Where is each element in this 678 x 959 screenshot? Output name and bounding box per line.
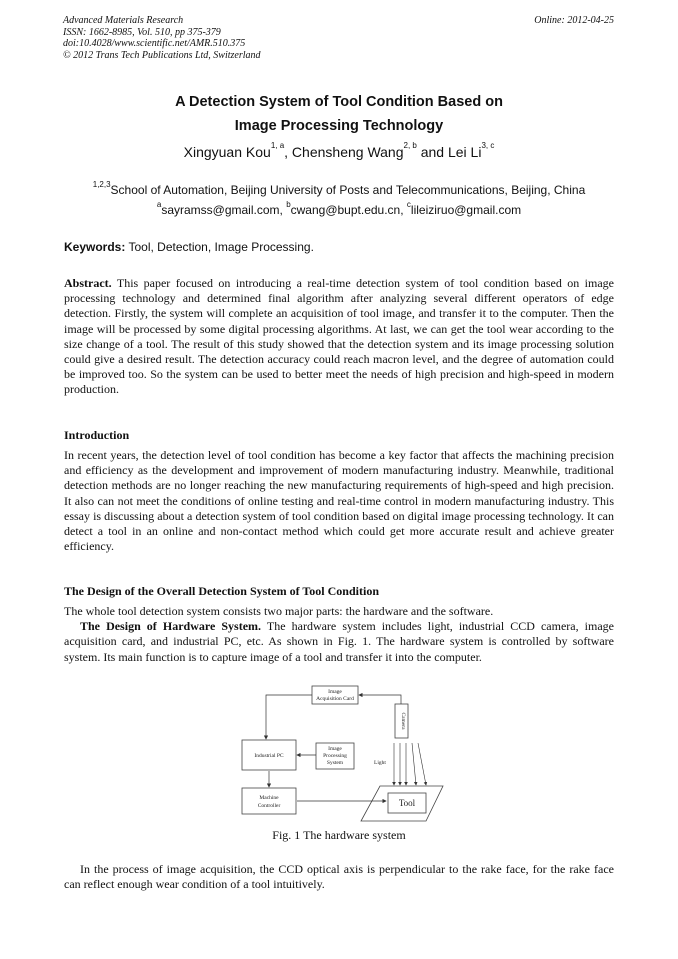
hardware-paragraph	[64, 619, 614, 665]
machine-controller-box	[242, 788, 296, 814]
machine-label-1: Machine	[259, 795, 279, 801]
camera-label: Camera	[400, 712, 406, 730]
light-ray	[418, 743, 426, 785]
abstract	[64, 276, 614, 398]
email-b-sup: b	[286, 200, 291, 209]
affiliation-text: School of Automation, Beijing University of Posts and Telecommunications, Beijing, China	[110, 183, 586, 197]
acq-card-label-2: Acquisition Card	[316, 696, 354, 702]
light-label: Light	[374, 760, 386, 766]
title-line-2: Image Processing Technology	[234, 118, 444, 134]
issn: ISSN: 1662-8985, Vol. 510, pp 375-379	[63, 26, 221, 38]
camera-to-acq-arrow	[359, 695, 401, 704]
email-a: sayramss@gmail.com,	[161, 203, 287, 217]
img-proc-label-2: Processing	[323, 753, 347, 759]
figure-caption: Fig. 1 The hardware system	[272, 828, 406, 842]
keywords-label: Keywords:	[64, 240, 126, 254]
author-1-sup: 1, a	[270, 141, 285, 150]
doi: doi:10.4028/www.scientific.net/AMR.510.375	[63, 38, 246, 49]
affiliation	[0, 180, 678, 197]
title-line-1: A Detection System of Tool Condition Based on	[175, 94, 503, 110]
hardware-text: The hardware system includes light, industrial CCD camera, image acquisition card, and industrial PC, etc. As shown in Fig. 1. The hardware system is controlled by software system. Its main function is to capture image of a tool and transfer it into the computer.	[64, 619, 615, 664]
journal-name: Advanced Materials Research	[63, 15, 184, 26]
copyright: © 2012 Trans Tech Publications Ltd, Switzerland	[63, 49, 261, 61]
keywords	[64, 240, 314, 254]
online-date: Online: 2012-04-25	[534, 15, 614, 26]
acq-to-pc-arrow	[266, 695, 312, 739]
img-proc-label-3: System	[326, 760, 344, 766]
design-heading: The Design of the Overall Detection System of Tool Condition	[64, 584, 379, 598]
hardware-label: The Design of Hardware System.	[80, 619, 262, 634]
author-1: Xingyuan Kou	[183, 144, 271, 160]
acq-card-label-1: Image	[328, 689, 342, 695]
img-proc-label-1: Image	[328, 746, 342, 752]
paper-title	[0, 90, 678, 138]
machine-label-2: Controller	[257, 803, 281, 809]
tool-label: Tool	[398, 798, 416, 808]
author-2: , Chensheng Wang	[284, 144, 404, 160]
email-c: lileiziruo@gmail.com	[410, 203, 522, 217]
authors	[0, 141, 678, 160]
hardware-diagram	[230, 683, 460, 823]
design-text	[64, 604, 614, 665]
author-2-sup: 2, b	[403, 141, 417, 150]
industrial-pc-label: Industrial PC	[254, 753, 284, 759]
email-c-sup: c	[406, 200, 411, 209]
emails	[0, 200, 678, 217]
light-ray	[412, 743, 416, 785]
abstract-label: Abstract.	[64, 276, 112, 290]
intro-text: In recent years, the detection level of tool condition has become a key factor that affects the machining precision and efficiency as the development and improvement of modern manufacturing industry. Meanwhile, traditional detection methods are no longer reaching the new manufacturing requirements of high-speed and high precision. It also can not meet the conditions of online testing and real-time control in modern manufacturing industry. This essay is discussing about a detection system of tool condition based on digital image processing technology. It can detect a tool in an online and non-contact method which could get more accurate result and achieve greater efficiency.	[64, 448, 614, 554]
design-text-1: The whole tool detection system consists two major parts: the hardware and the software.	[64, 604, 494, 618]
keywords-text: Tool, Detection, Image Processing.	[125, 240, 314, 254]
email-b: cwang@bupt.edu.cn,	[290, 203, 407, 217]
intro-heading: Introduction	[64, 428, 130, 442]
author-3: and Lei Li	[416, 144, 482, 160]
abstract-text: This paper focused on introducing a real-time detection system of tool condition based on image processing technology and determined final algorithm after analyzing several different operators of edge detection. Firstly, the system will complete an acquisition of tool image, and transfer it to the computer. Then the image will be processed by some digital processing algorithms. At last, we can get the tool wear according to the size change of a tool. The result of this study showed that the detection system and its image processing solution could give a desired result. The detection accuracy could reach macron level, and the degree of automation could be improved too. So the system can be used to better meet the needs of high precision and high-speed in modern production.	[64, 276, 614, 397]
author-3-sup: 3, c	[481, 141, 495, 150]
affiliation-sup: 1,2,3	[92, 180, 111, 189]
closing-paragraph: In the process of image acquisition, the CCD optical axis is perpendicular to the rake face, for the rake face can reflect enough wear condition of a tool intuitively.	[64, 862, 614, 892]
journal-header	[63, 15, 261, 61]
email-a-sup: a	[156, 200, 162, 209]
